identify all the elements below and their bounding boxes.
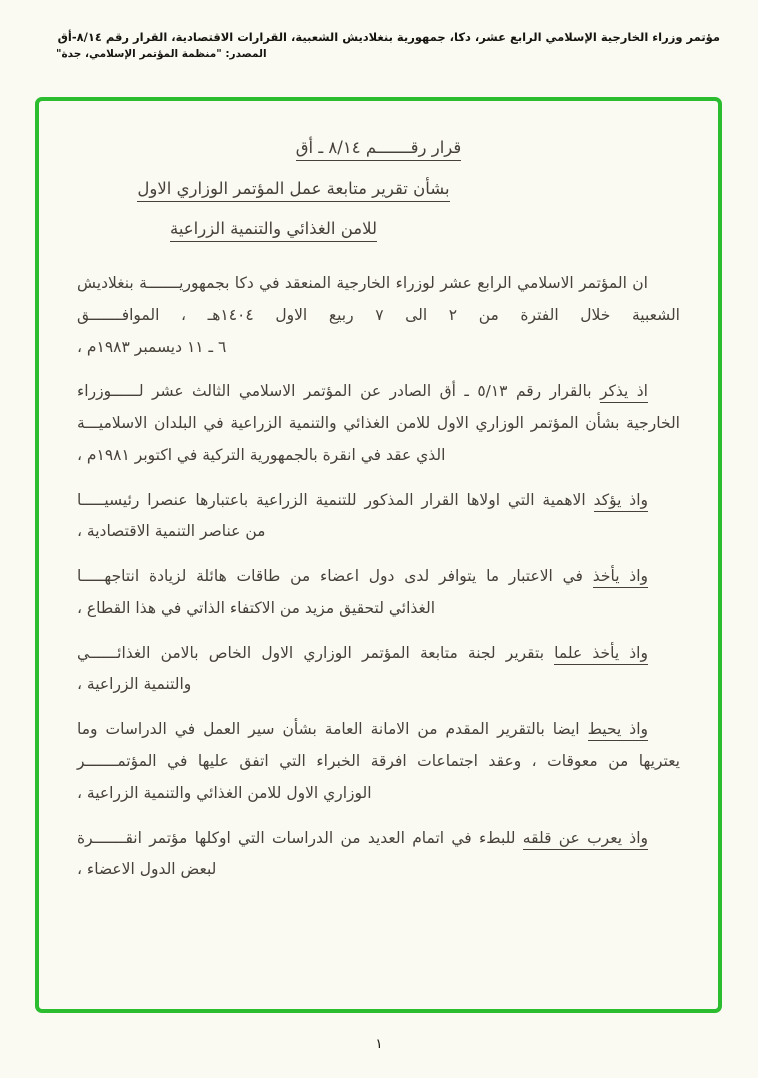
page-number: ١ [375,1036,383,1052]
green-highlight-frame [35,97,722,1013]
resolution-paragraph-preamble [77,268,680,363]
paragraph-tail: لبعض الدول الاعضاء ، [77,860,217,879]
paragraph-lead: واذ يؤكد [594,491,648,512]
resolution-paragraph-considering [77,561,680,625]
title-text: قرار رقـــــــم ٨/١٤ ـ أق [296,138,462,161]
header-source-line: المصدر: "منظمة المؤتمر الإسلامي، جدة" [56,48,267,61]
resolution-paragraph-noting [77,638,680,702]
resolution-paragraph-recalling [77,376,680,471]
paragraph-body: ان المؤتمر الاسلامي الرابع عشر لوزراء الخارجية المنعقد في دكا بجمهوريـــــــة بنغلاديش الشعبية خلال الفترة من ٢ الى ٧ ربيع الاول ١٤٠٤هـ ، الموافـــــــق [77,274,680,324]
paragraph-body: بالقرار رقم ٥/١٣ ـ أق الصادر عن المؤتمر الاسلامي الثالث عشر لــــــوزراء الخارجية بشأن المؤتمر الوزاري الاول للامن الغذائي والتنمية الزراعية في البلدان الاسلاميـــة [77,382,680,433]
paragraph-tail: الغذائي لتحقيق مزيد من الاكتفاء الذاتي في هذا القطاع ، [77,598,436,617]
paragraph-body: ايضا بالتقرير المقدم من الامانة العامة بشأن سير العمل في الدراسات وما يعتريها من معوقات ، وعقد اجتماعات افرقة الخبراء التي اتفق عليها في المؤتمـــــــر [77,720,680,771]
header-citation: مؤتمر وزراء الخارجية الإسلامي الرابع عشر، دكا، جمهورية بنغلاديش الشعبية، القرارات الاقتصادية، القرار رقم ٨/١٤-أق [57,30,720,44]
paragraph-lead: واذ يعرب عن قلقه [523,829,648,850]
resolution-paragraph-concern [77,823,680,887]
paragraph-tail: من عناصر التنمية الاقتصادية ، [77,522,266,541]
document-header [56,28,720,63]
title-text: بشأن تقرير متابعة عمل المؤتمر الوزاري الاول [137,179,449,202]
paragraph-lead: واذ يأخذ علما [554,644,648,665]
paragraph-body: بتقرير لجنة متابعة المؤتمر الوزاري الاول الخاص بالامن الغذائــــــي [77,643,545,662]
paragraph-tail: ٦ ـ ١١ ديسمبر ١٩٨٣م ، [77,337,227,356]
paragraph-tail: الذي عقد في انقرة بالجمهورية التركية في اكتوبر ١٩٨١م ، [77,445,446,464]
resolution-topic-line [35,214,575,244]
paragraph-body: للبطء في اتمام العديد من الدراسات التي اوكلها مؤتمر انقـــــــرة [77,828,516,847]
resolution-paragraph-taking-note [77,714,680,809]
paragraph-lead: واذ يأخذ [593,567,648,588]
paragraph-body: في الاعتبار ما يتوافر لدى دول اعضاء من طاقات هائلة لزيادة انتاجهـــــا [77,567,583,586]
resolution-title-block [77,133,680,244]
resolution-paragraph-affirming [77,485,680,549]
resolution-subject-line [35,174,595,204]
paragraph-body: الاهمية التي اولاها القرار المذكور للتنمية الزراعية باعتبارها عنصرا رئيسيـــــا [77,490,586,509]
paragraph-lead: واذ يحيط [588,720,648,741]
paragraph-tail: والتنمية الزراعية ، [77,675,192,694]
paragraph-tail: الوزاري الاول للامن الغذائي والتنمية الزراعية ، [77,783,372,802]
title-text: للامن الغذائي والتنمية الزراعية [170,219,377,242]
paragraph-lead: اذ يذكر [600,382,648,403]
resolution-number-line [77,133,680,163]
